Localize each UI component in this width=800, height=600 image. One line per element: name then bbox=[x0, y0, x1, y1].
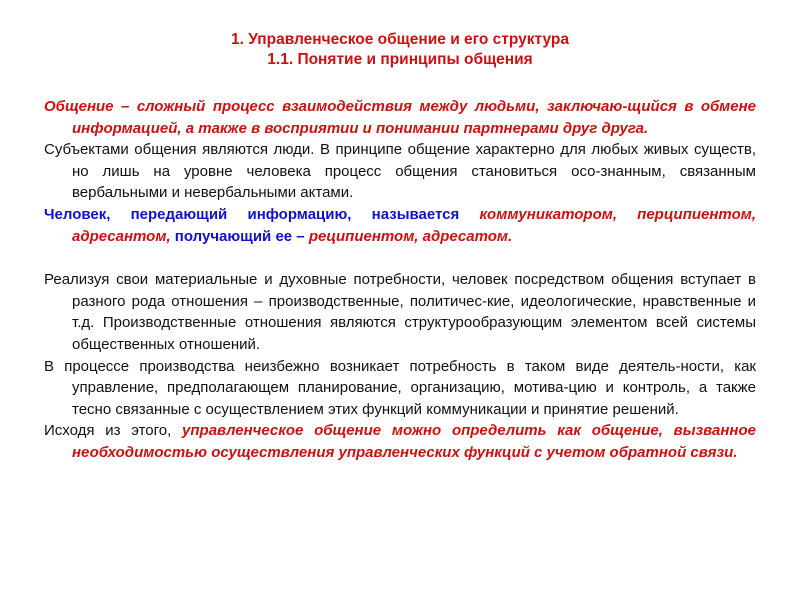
communicator-lead: Человек, передающий информацию, называется bbox=[44, 205, 480, 223]
communicator-paragraph bbox=[44, 204, 756, 247]
slide-title: 1. Управленческое общение и его структура bbox=[230, 31, 570, 48]
communicator-terms: коммуникатором, перципиентом, адресантом, bbox=[72, 205, 756, 245]
slide-content bbox=[44, 96, 756, 464]
recipient-terms: реципиентом, адресатом. bbox=[308, 227, 513, 245]
recipient-lead: получающий ее – bbox=[170, 227, 309, 245]
conclusion-lead: Исходя из этого, bbox=[44, 422, 183, 440]
slide-subtitle: 1.1. Понятие и принципы общения bbox=[267, 51, 533, 68]
needs-paragraph: Реализуя свои материальные и духовные потребности, человек посредством общения вступает в разного рода отношения – производственные, политичес-кие, идеологические, нравственные и т.д. Производственные отношения являются структурообразующим элементом всей системы общественных отношений. bbox=[44, 271, 756, 353]
production-paragraph: В процессе производства неизбежно возникает потребность в таком виде деятель-ности, как управление, предполагающем планирование, организацию, мотива-цию и контроль, а также тесно связанные с осуществлением этих функций коммуникации и принятие решений. bbox=[44, 357, 756, 418]
conclusion-paragraph bbox=[44, 420, 756, 463]
paragraph-gap bbox=[44, 247, 756, 269]
conclusion-definition: управленческое общение можно определить как общение, вызванное необходимостью осуществления управленческих функций с учетом обратной связи. bbox=[72, 422, 756, 461]
definition-paragraph: Общение – сложный процесс взаимодействия между людьми, заключаю-щийся в обмене информацией, а также в восприятии и понимании партнерами друг друга. bbox=[44, 98, 756, 137]
subjects-paragraph: Субъектами общения являются люди. В принципе общение характерно для любых живых существ, но лишь на уровне человека процесс общения становиться осо-знанным, связанным вербальными и невербальными актами. bbox=[44, 141, 756, 202]
